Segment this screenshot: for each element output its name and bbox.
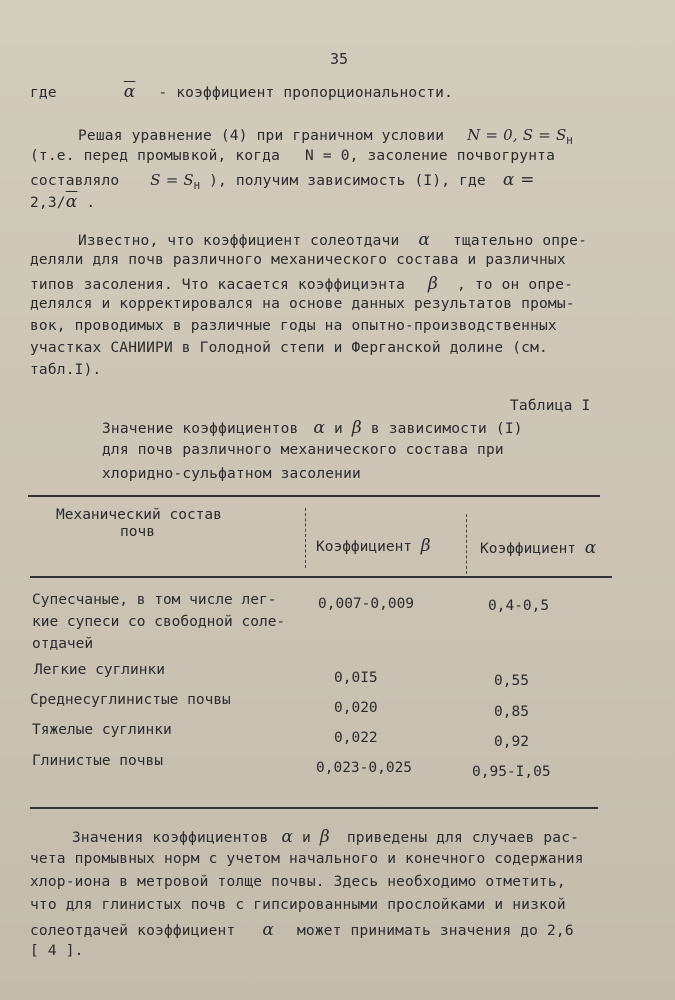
para4-line1-c: приведены для случаев рас- (346, 830, 580, 846)
soil-type: Тяжелые суглинки (32, 722, 172, 738)
para4-line3: хлор-иона в метровой толще почвы. Здесь необходимо отметить, (30, 874, 566, 890)
beta-value: 0,022 (334, 730, 378, 746)
column-separator-2 (466, 514, 467, 574)
boundary-condition: N = 0, S = S (467, 126, 567, 144)
para3-line1-b: тщательно опре- (453, 233, 587, 249)
alpha-value: 0,95-I,05 (472, 764, 551, 780)
para4-line5-a: солеотдачей коэффициент (30, 923, 236, 939)
alpha-value: 0,4-0,5 (488, 598, 550, 614)
beta-value: 0,007-0,009 (318, 596, 415, 612)
para2-line4 (30, 192, 95, 212)
boundary-subscript: Н (566, 135, 573, 147)
para3-line7: табл.I). (30, 362, 102, 378)
alpha-value: 0,92 (494, 734, 529, 750)
para4-line6: [ 4 ]. (30, 943, 84, 959)
para4-alpha-2: α (262, 920, 275, 940)
soil-type: Супесчаные, в том числе лег- (32, 592, 277, 608)
para3-line1-a: Известно, что коэффициент солеотдачи (78, 233, 400, 249)
header-beta-text: Коэффициент (316, 539, 413, 555)
para3-line3-b: , то он опре- (456, 277, 574, 293)
table-caption-line2: для почв различного механического состава при (102, 442, 504, 458)
header-soil-line1: Механический состав (56, 507, 222, 523)
para2-line3-a: составляло (30, 173, 120, 189)
para3-line2: деляли для почв различного механического состава и различных (30, 252, 566, 268)
para3-line5: вок, проводимых в различные годы на опытно-производственных (30, 318, 557, 334)
page-number: 35 (330, 50, 349, 68)
para2-line2-a: (т.е. перед промывкой, когда (30, 148, 281, 164)
para2-line3-c: ), получим зависимость (I), где (209, 173, 486, 189)
para2-line4-text: 2,3/ (30, 195, 66, 211)
beta-value: 0,020 (334, 700, 378, 716)
para1-line (30, 82, 453, 102)
alpha-symbol: α (418, 230, 431, 250)
soil-type: Легкие суглинки (34, 662, 165, 678)
soil-type: Глинистые почвы (32, 753, 163, 769)
alpha-value: 0,55 (494, 673, 529, 689)
word-gde: где (30, 85, 57, 101)
para2-line2 (30, 148, 555, 164)
para2-line1 (78, 126, 573, 147)
alpha-bar-symbol: $\overline{\alpha}$ (123, 82, 136, 102)
para3-line3 (30, 274, 573, 294)
header-beta (316, 536, 431, 556)
beta-symbol: β (428, 274, 439, 294)
para4-line5 (30, 920, 574, 940)
para4-line5-b: может принимать значения до 2,6 (296, 923, 574, 939)
para3-line3-a: типов засоления. Что касается коэффициэнта (30, 277, 406, 293)
para2-line2-b: N = 0, засоление почвогрунта (304, 148, 556, 164)
caption-alpha: α (313, 418, 326, 438)
header-beta-symbol: β (420, 536, 431, 556)
para4-alpha: α (281, 827, 294, 847)
beta-value: 0,0I5 (334, 670, 378, 686)
initial-salinity-subscript: Н (193, 180, 201, 192)
header-alpha-symbol: α (584, 538, 597, 558)
para2-line4-end: . (86, 195, 96, 211)
table-top-rule (28, 495, 600, 497)
para2-line1-text: Решая уравнение (4) при граничном условии (78, 128, 445, 144)
caption-beta: β (351, 418, 362, 438)
alpha-bar-symbol-2: $\overline{\alpha}$ (65, 192, 78, 212)
header-soil-line2: почв (120, 524, 155, 540)
para4-beta: β (319, 827, 330, 847)
soil-type: Среднесуглинистые почвы (30, 692, 231, 708)
soil-type-cont: отдачей (32, 636, 94, 652)
para2-line3 (30, 170, 535, 192)
initial-salinity-symbol: S = S (150, 171, 194, 189)
table-bottom-rule (30, 807, 598, 809)
para3-line1 (78, 230, 587, 250)
para4-line4: что для глинистых почв с гипсированными прослойками и низкой (30, 897, 566, 913)
para3-line4: делялся и корректировался на основе данных результатов промы- (30, 296, 575, 312)
table-label: Таблица I (510, 398, 591, 414)
para4-and: и (302, 830, 311, 846)
beta-value: 0,023-0,025 (316, 760, 413, 776)
soil-type-cont: кие супеси со свободной соле- (32, 614, 286, 630)
caption-text-a: Значение коэффициентов (102, 421, 299, 437)
alpha-equals: α = (502, 170, 535, 190)
column-separator-1 (305, 508, 306, 568)
para1-text: - коэффициент пропорциональности. (158, 85, 454, 101)
para4-line1 (72, 827, 579, 847)
caption-text-c: в зависимости (I) (370, 421, 523, 437)
para4-line2: чета промывных норм с учетом начального и конечного содержания (30, 851, 584, 867)
table-caption-line3: хлоридно-сульфатном засолении (102, 466, 361, 482)
para3-line6: участках САНИИРИ в Голодной степи и Ферганской долине (см. (30, 340, 548, 356)
header-alpha-text: Коэффициент (480, 541, 577, 557)
header-alpha (480, 538, 596, 558)
caption-and: и (334, 421, 343, 437)
para4-line1-a: Значения коэффициентов (72, 830, 269, 846)
table-caption-line1 (102, 418, 523, 438)
alpha-value: 0,85 (494, 704, 529, 720)
table-header-rule (30, 576, 612, 578)
